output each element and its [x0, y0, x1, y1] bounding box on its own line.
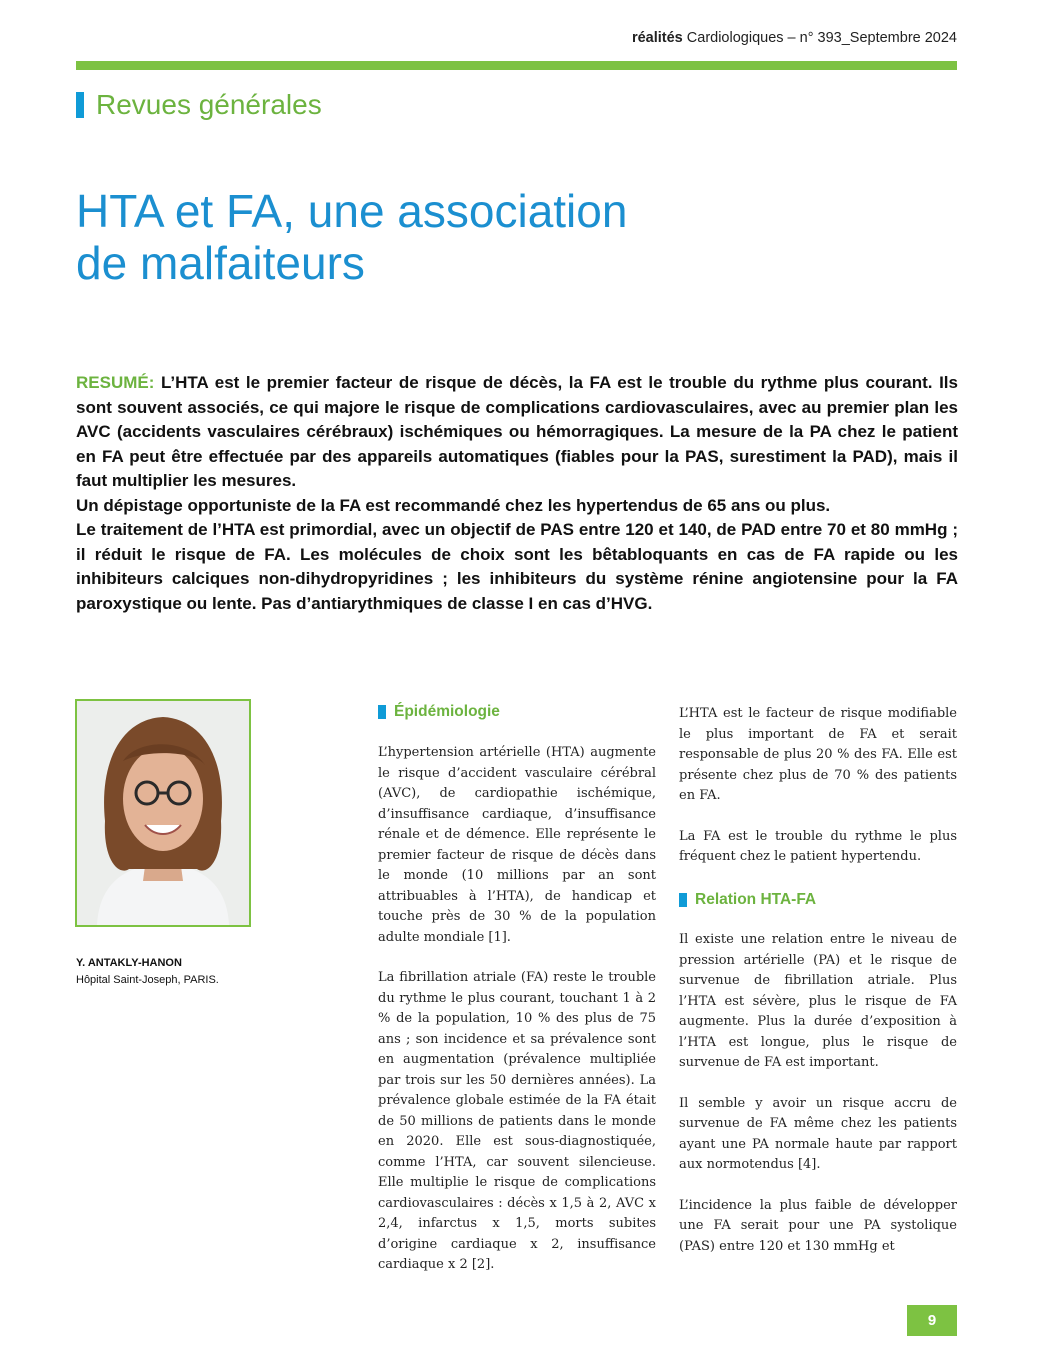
- body-paragraph: La fibrillation atriale (FA) reste le trouble du rythme le plus courant, touchant 1 à 2 % de la population, 10 % des plus de 75 ans ; son incidence et sa prévalence sont en augmentation (prévalence multipliée par trois sur les 50 dernières années). La prévalence globale estimée de la FA était de 50 millions de patients dans le monde en 2020. Elle est sous-diagnostiquée, comme l’HTA, car souvent silencieuse. Elle multiplie le risque de complications cardiovasculaires : décès x 1,5 à 2, AVC x 2,4, infarctus x 1,5, morts subites d’origine cardiaque x 2, insuffisance cardiaque x 2 [2].: [378, 970, 656, 1272]
- journal-header: [632, 30, 957, 46]
- abstract-text-1: L’HTA est le premier facteur de risque de décès, la FA est le trouble du rythme plus courant. Ils sont souvent associés, ce qui majore le risque de complications cardiovasculaires, avec au premier plan les AVC (accidents vasculaires cérébraux) ischémiques ou hémorragiques. La mesure de la PA chez le patient en FA peut être effectuée par des appareils automatiques (fiables pour la PAS, surestiment la PAD), mais il faut multiplier les mesures.: [76, 373, 958, 490]
- section-label: Revues générales: [96, 89, 322, 120]
- article-title: [76, 185, 776, 289]
- heading-marker-icon: [378, 705, 386, 719]
- abstract-paragraph-3: Le traitement de l’HTA est primordial, avec un objectif de PAS entre 120 et 140, de PAD entre 70 et 80 mmHg ; il réduit le risque de FA. Les molécules de choix sont les bêtabloquants en cas de FA rapide ou les inhibiteurs calciques non-dihydropyridines ; les inhibiteurs du système rénine angiotensine pour la FA paroxystique ou lente. Pas d’antiarythmiques de classe I en cas d’HVG.: [76, 520, 958, 613]
- page-number: 9: [907, 1305, 957, 1336]
- abstract: [76, 371, 958, 616]
- abstract-paragraph-1: [76, 371, 958, 494]
- body-paragraph: L’incidence la plus faible de développer une FA serait pour une PA systolique (PAS) entre 120 et 130 mmHg et: [679, 1197, 957, 1254]
- heading-marker-icon: [679, 893, 687, 907]
- heading-label: Épidémiologie: [394, 703, 500, 720]
- title-line-2: de malfaiteurs: [76, 237, 365, 289]
- body-column-2: [679, 704, 957, 1277]
- title-line-1: HTA et FA, une association: [76, 185, 628, 237]
- section-heading: [76, 89, 322, 121]
- body-paragraph: Il existe une relation entre le niveau de pression artérielle (PA) et le risque de survenue de fibrillation atriale. Plus l’HTA est sévère, plus le risque de FA augmente. Plus la durée d’exposition à l’HTA est longue, plus le risque de survenue de FA est important.: [679, 932, 957, 1070]
- heading-epidemiologie: [378, 703, 500, 721]
- journal-issue: Cardiologiques – n° 393_Septembre 2024: [686, 30, 957, 46]
- abstract-paragraph-2: Un dépistage opportuniste de la FA est recommandé chez les hypertendus de 65 ans ou plus.: [76, 495, 831, 515]
- body-paragraph: L’hypertension artérielle (HTA) augmente le risque d’accident vasculaire cérébral (AVC), de cardiopathie ischémique, d’insuffisance cardiaque, d’insuffisance rénale et de démence. Elle représente le premier facteur de risque de décès dans le monde (10 millions par an sont attribuables à l’HTA), de handicap et touche près de 30 % de la population adulte mondiale [1].: [378, 745, 656, 945]
- author-affiliation: Hôpital Saint-Joseph, PARIS.: [76, 974, 219, 986]
- journal-brand: réalités: [631, 30, 683, 46]
- body-paragraph: L’HTA est le facteur de risque modifiable le plus important de FA et serait responsable de plus 20 % des FA. Elle est présente chez plus de 70 % des patients en FA.: [679, 706, 957, 803]
- body-paragraph: La FA est le trouble du rythme le plus fréquent chez le patient hypertendu.: [679, 828, 957, 864]
- author-photo: [75, 699, 251, 927]
- header-rule: [76, 61, 957, 70]
- author-portrait-icon: [77, 701, 249, 925]
- heading-relation-hta-fa: [679, 890, 957, 911]
- section-marker-icon: [76, 92, 84, 118]
- abstract-label: RESUMÉ:: [76, 373, 155, 392]
- heading-label: Relation HTA-FA: [695, 890, 817, 908]
- body-column-1: [378, 743, 656, 1296]
- body-paragraph: Il semble y avoir un risque accru de survenue de FA même chez les patients ayant une PA normale haute par rapport aux normotendus [4].: [679, 1095, 957, 1172]
- author-name: Y. ANTAKLY-HANON: [76, 957, 182, 969]
